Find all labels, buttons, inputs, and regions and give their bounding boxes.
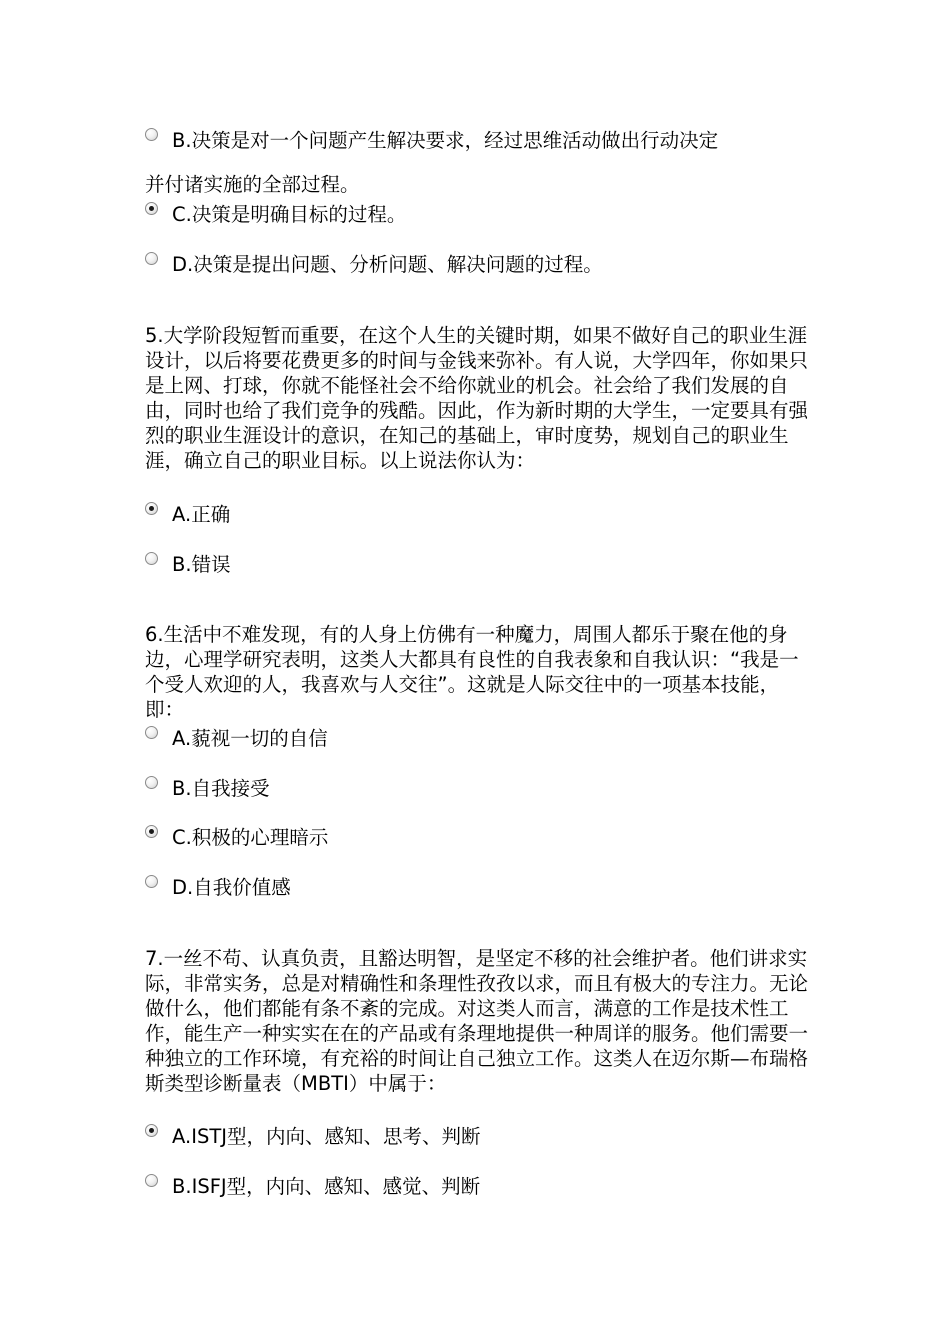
radio-unchecked-icon[interactable] <box>145 726 158 739</box>
radio-unchecked-icon[interactable] <box>145 252 158 265</box>
q6-option-a[interactable] <box>145 726 328 752</box>
radio-unchecked-icon[interactable] <box>145 1174 158 1187</box>
radio-checked-icon[interactable] <box>145 502 158 515</box>
q7-option-a[interactable] <box>145 1124 481 1150</box>
q5-option-b[interactable] <box>145 552 231 578</box>
q5-option-a[interactable] <box>145 502 230 528</box>
q6-option-d[interactable] <box>145 875 291 901</box>
q6-option-b-label: B.自我接受 <box>172 777 270 800</box>
q7-question-text: 7.一丝不苟、认真负责，且豁达明智，是坚定不移的社会维护者。他们讲求实际，非常实务，总是对精确性和条理性孜孜以求，而且有极大的专注力。无论做什么，他们都能有条不紊的完成。对这类人而言，满意的工作是技术性工作，能生产一种实实在在的产品或有条理地提供一种周详的服务。他们需要一种独立的工作环境，有充裕的时间让自己独立工作。这类人在迈尔斯—布瑞格斯类型诊断量表（MBTI）中属于： <box>145 947 809 1095</box>
radio-unchecked-icon[interactable] <box>145 776 158 789</box>
q5-option-b-label: B.错误 <box>172 553 231 576</box>
q5-question-text: 5.大学阶段短暂而重要，在这个人生的关键时期，如果不做好自己的职业生涯设计，以后将要花费更多的时间与金钱来弥补。有人说，大学四年，你如果只是上网、打球，你就不能怪社会不给你就业的机会。社会给了我们发展的自由，同时也给了我们竞争的残酷。因此，作为新时期的大学生，一定要具有强烈的职业生涯设计的意识，在知己的基础上，审时度势，规划自己的职业生涯，确立自己的职业目标。以上说法你认为： <box>145 324 809 472</box>
q7-option-b-label: B.ISFJ型，内向、感知、感觉、判断 <box>172 1175 481 1198</box>
radio-unchecked-icon[interactable] <box>145 875 158 888</box>
radio-unchecked-icon[interactable] <box>145 552 158 565</box>
q4-option-d[interactable] <box>145 252 603 278</box>
q6-option-a-label: A.藐视一切的自信 <box>172 727 328 750</box>
q4-option-b-label: B.决策是对一个问题产生解决要求，经过思维活动做出行动决定 <box>172 129 719 152</box>
radio-unchecked-icon[interactable] <box>145 128 158 141</box>
radio-checked-icon[interactable] <box>145 1124 158 1137</box>
q7-option-a-label: A.ISTJ型，内向、感知、思考、判断 <box>172 1125 481 1148</box>
q4-option-b[interactable] <box>145 128 718 154</box>
q5-option-a-label: A.正确 <box>172 503 231 526</box>
q6-option-c-label: C.积极的心理暗示 <box>172 826 329 849</box>
radio-checked-icon[interactable] <box>145 202 158 215</box>
q6-option-b[interactable] <box>145 776 270 802</box>
q7-option-b[interactable] <box>145 1174 480 1200</box>
q6-question-text: 6.生活中不难发现，有的人身上仿佛有一种魔力，周围人都乐于聚在他的身边，心理学研究表明，这类人大都具有良性的自我表象和自我认识：“我是一个受人欢迎的人，我喜欢与人交往”。这就是人际交往中的一项基本技能，即： <box>145 623 799 721</box>
q6-option-d-label: D.自我价值感 <box>172 876 291 899</box>
q4-option-c-label: C.决策是明确目标的过程。 <box>172 203 407 226</box>
q4-option-c[interactable] <box>145 202 406 228</box>
radio-checked-icon[interactable] <box>145 825 158 838</box>
q4-option-b-continuation: 并付诸实施的全部过程。 <box>145 173 360 196</box>
q6-option-c[interactable] <box>145 825 328 851</box>
q4-option-d-label: D.决策是提出问题、分析问题、解决问题的过程。 <box>172 253 603 276</box>
